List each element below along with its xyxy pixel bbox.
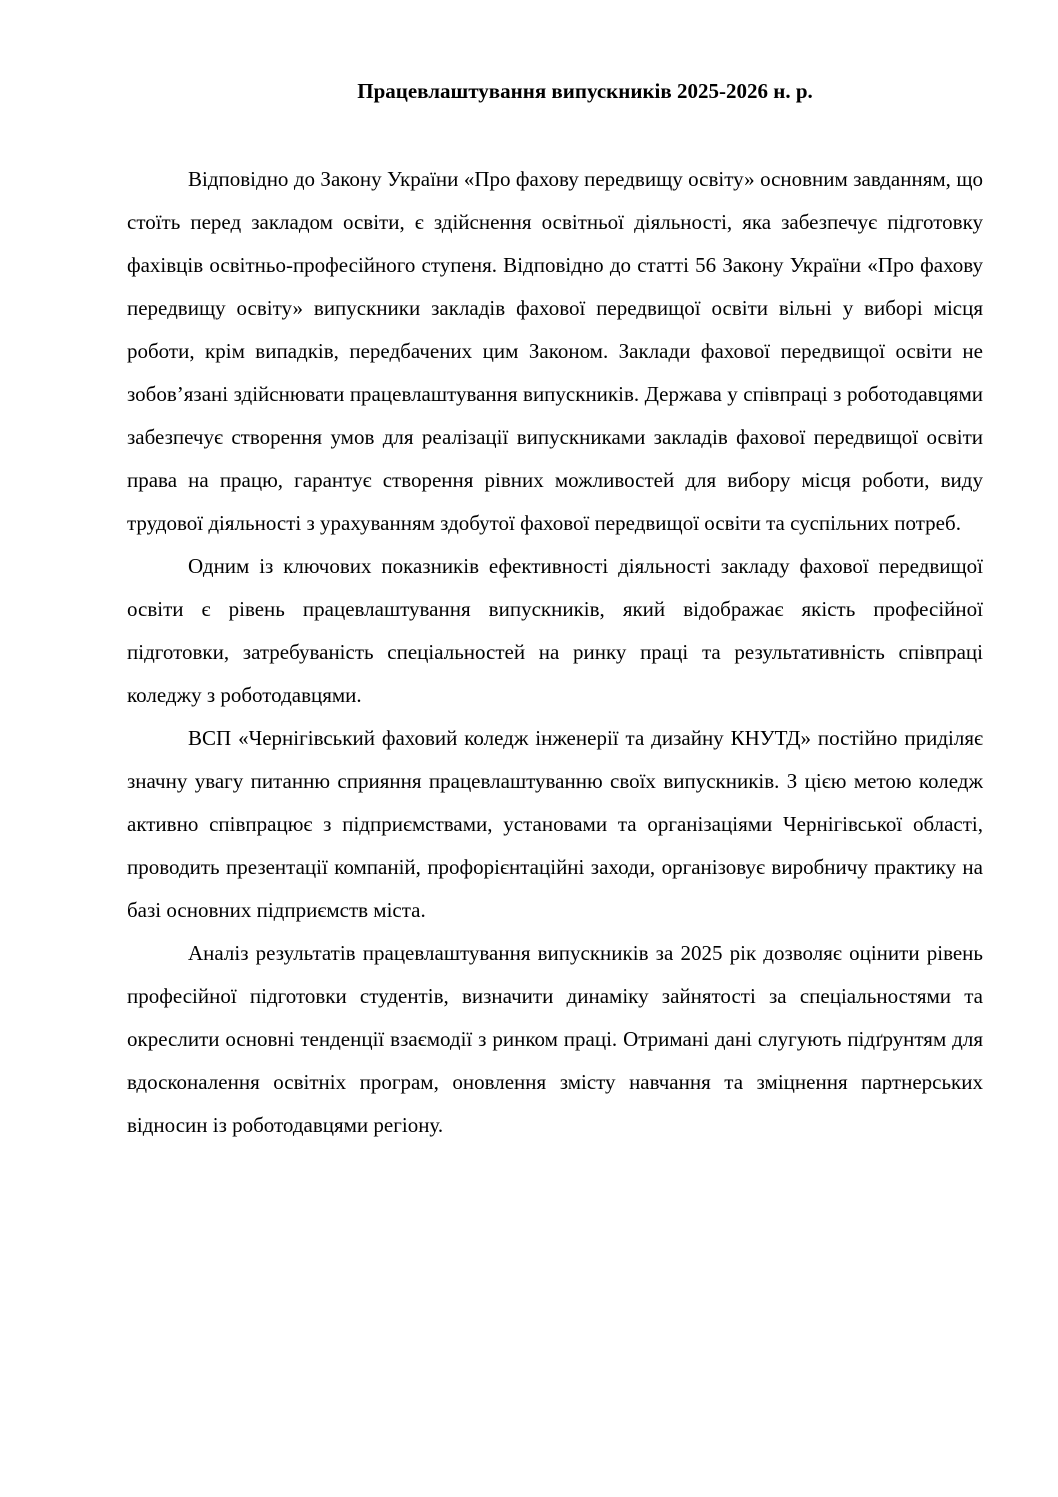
paragraph-college-cooperation: ВСП «Чернігівський фаховий коледж інженерії та дизайну КНУТД» постійно приділяє значну увагу питанню сприяння працевлаштуванню своїх випускників. З цією метою коледж активно співпрацює з підприємствами, установами та організаціями Чернігівської області, проводить презентації компаній, профорієнтаційні заходи, організовує виробничу практику на базі основних підприємств міста. bbox=[127, 726, 983, 922]
page-title: Працевлаштування випускників 2025-2026 н. р. bbox=[357, 79, 813, 103]
paragraph-law-overview: Відповідно до Закону України «Про фахову передвищу освіту» основним завданням, що стоїть перед закладом освіти, є здійснення освітньої діяльності, яка забезпечує підготовку фахівців освітньо-професійного ступеня. Відповідно до статті 56 Закону України «Про фахову передвищу освіту» випускники закладів фахової передвищої освіти вільні у виборі місця роботи, крім випадків, передбачених цим Законом. Заклади фахової передвищої освіти не зобов’язані здійснювати працевлаштування випускників. Держава у співпраці з роботодавцями забезпечує створення умов для реалізації випускниками закладів фахової передвищої освіти права на працю, гарантує створення рівних можливостей для вибору місця роботи, виду трудової діяльності з урахуванням здобутої фахової передвищої освіти та суспільних потреб. bbox=[127, 167, 983, 535]
paragraph-key-indicator: Одним із ключових показників ефективності діяльності закладу фахової передвищої освіти є рівень працевлаштування випускників, який відображає якість професійної підготовки, затребуваність спеціальностей на ринку праці та результативність співпраці коледжу з роботодавцями. bbox=[127, 554, 983, 707]
document-body bbox=[127, 158, 983, 1147]
paragraph-analysis: Аналіз результатів працевлаштування випускників за 2025 рік дозволяє оцінити рівень професійної підготовки студентів, визначити динаміку зайнятості за спеціальностями та окреслити основні тенденції взаємодії з ринком праці. Отримані дані слугують підґрунтям для вдосконалення освітніх програм, оновлення змісту навчання та зміцнення партнерських відносин із роботодавцями регіону. bbox=[127, 941, 983, 1137]
